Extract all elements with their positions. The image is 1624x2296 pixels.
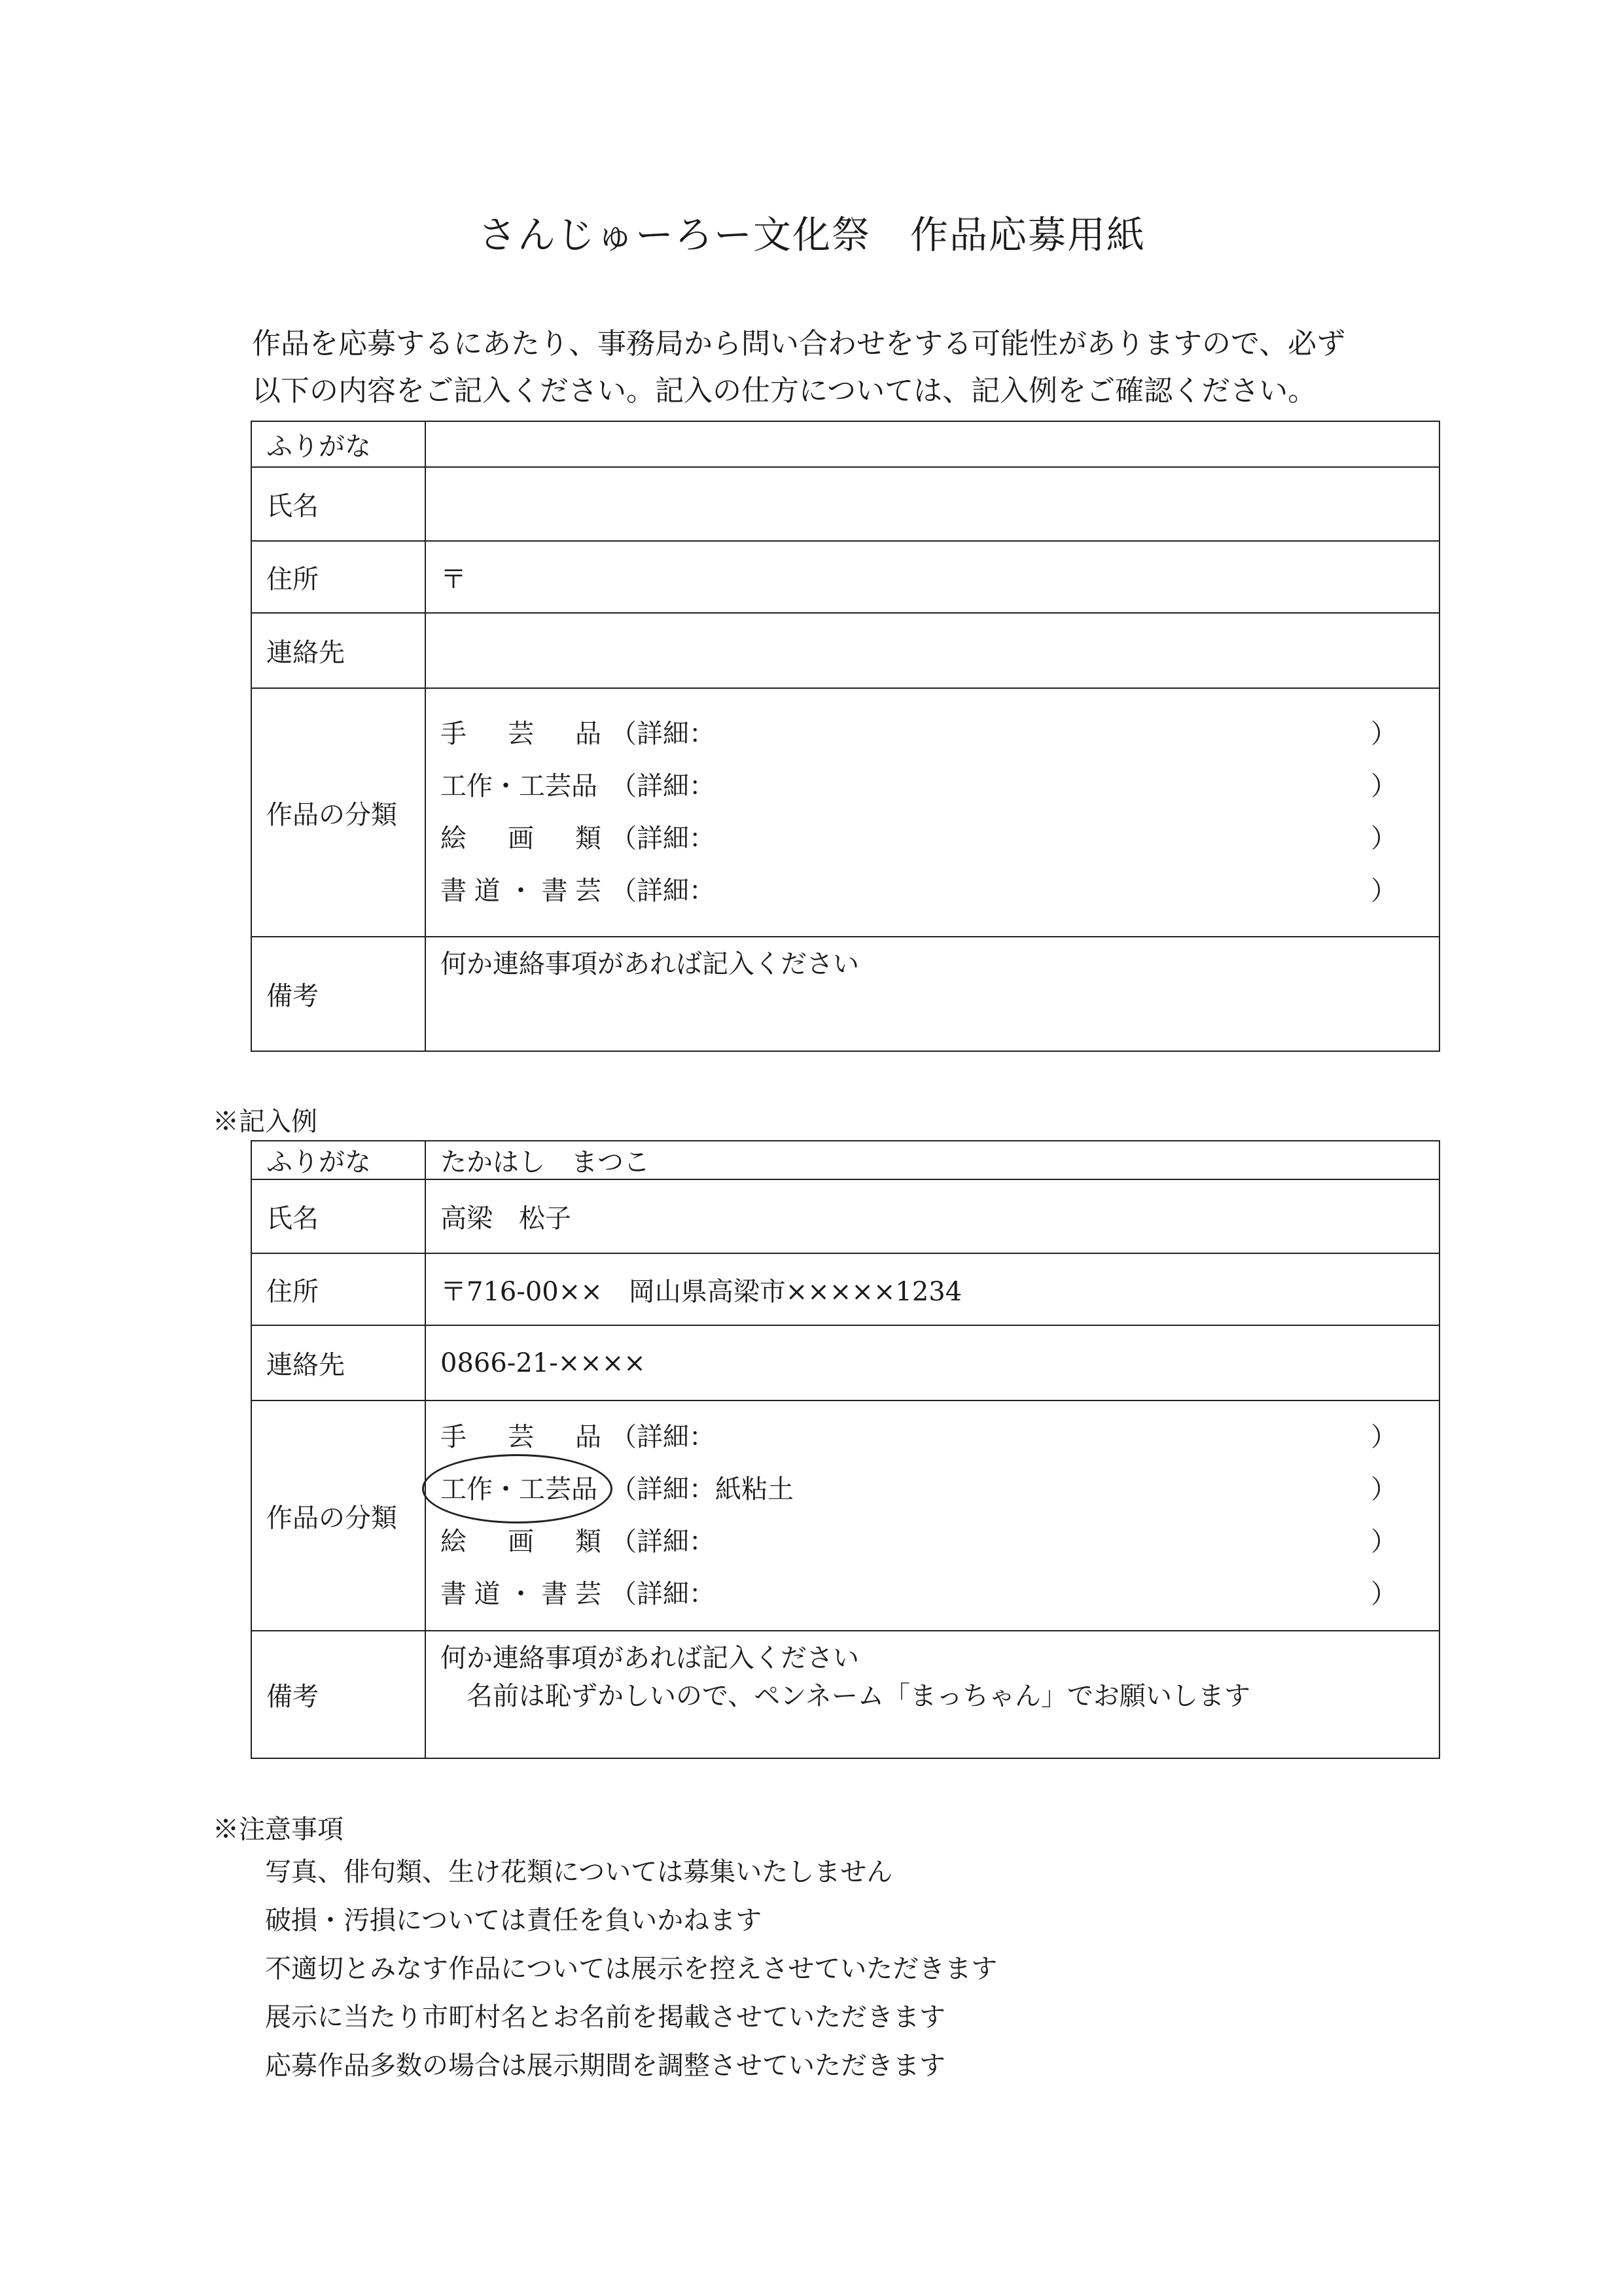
category-option-painting [440, 1516, 1439, 1568]
category-name: 書 道 ・ 書 芸 [440, 1579, 601, 1609]
name-row [251, 467, 1439, 541]
category-close: ） [1371, 1579, 1397, 1609]
category-name: 手 芸 品 [440, 1422, 601, 1452]
category-value [425, 1400, 1439, 1631]
example-entry-form [251, 1140, 1440, 1759]
category-label: 作品の分類 [251, 1400, 425, 1631]
furigana-label: ふりがな [251, 421, 425, 467]
furigana-field[interactable] [425, 421, 1439, 467]
category-close: ） [1371, 1474, 1397, 1505]
note-item: 展示に当たり市町村名とお名前を掲載させていただきます [265, 2002, 945, 2032]
remarks-label: 備考 [251, 1631, 425, 1758]
category-name: 絵 画 類 [440, 1527, 601, 1557]
category-close: ） [1371, 1527, 1397, 1557]
category-detail: （詳細： [610, 824, 715, 854]
category-detail: （詳細： [610, 1527, 715, 1557]
contact-value: 0866-21-×××× [425, 1325, 1439, 1400]
remarks-hint: 何か連絡事項があれば記入ください [440, 949, 859, 979]
category-close: ） [1371, 1422, 1397, 1452]
category-option-crafts-selected [440, 1463, 1439, 1516]
furigana-label: ふりがな [251, 1141, 425, 1179]
name-value: 高梁 松子 [425, 1179, 1439, 1253]
category-detail: （詳細： [610, 771, 715, 801]
remarks-text: 名前は恥ずかしいので、ペンネーム「まっちゃん」でお願いします [440, 1681, 1250, 1711]
category-name: 絵 画 類 [440, 824, 601, 854]
furigana-row [251, 1141, 1439, 1179]
category-option-painting[interactable] [440, 812, 1439, 865]
notes-list [265, 1848, 997, 2090]
category-label: 作品の分類 [251, 688, 425, 937]
category-option-calligraphy[interactable] [440, 865, 1439, 917]
intro-line: 作品を応募するにあたり、事務局から問い合わせをする可能性がありますので、必ず [252, 327, 1346, 360]
category-close: ） [1371, 719, 1397, 749]
remarks-label: 備考 [251, 937, 425, 1051]
example-heading: ※記入例 [213, 1107, 317, 1137]
category-close: ） [1371, 876, 1397, 906]
notes-heading: ※注意事項 [213, 1815, 344, 1845]
note-item: 写真、俳句類、生け花類については募集いたしません [265, 1857, 893, 1887]
category-option-crafts[interactable] [440, 760, 1439, 812]
category-row [251, 1400, 1439, 1631]
category-detail: （詳細： [610, 876, 715, 906]
page-title: さんじゅーろー文化祭 作品応募用紙 [478, 213, 1146, 257]
category-detail: （詳細： [610, 1422, 715, 1452]
furigana-value: たかはし まつこ [425, 1141, 1439, 1179]
name-label: 氏名 [251, 1179, 425, 1253]
contact-row [251, 1325, 1439, 1400]
contact-label: 連絡先 [251, 613, 425, 688]
note-item: 不適切とみなす作品については展示を控えさせていただきます [265, 1954, 998, 1984]
name-label: 氏名 [251, 467, 425, 541]
blank-entry-form [251, 421, 1440, 1052]
category-field [425, 688, 1439, 937]
remarks-row [251, 1631, 1439, 1758]
contact-row [251, 613, 1439, 688]
category-name: 書 道 ・ 書 芸 [440, 876, 601, 906]
remarks-value [425, 1631, 1439, 1758]
category-name: 工作・工芸品 [440, 1474, 597, 1505]
remarks-field[interactable] [425, 937, 1439, 1051]
category-detail: （詳細： [610, 719, 715, 749]
address-field[interactable]: 〒 [425, 541, 1439, 613]
category-detail: （詳細： [610, 1579, 715, 1609]
address-row [251, 541, 1439, 613]
category-close: ） [1371, 771, 1397, 801]
category-option-calligraphy [440, 1568, 1439, 1620]
category-name: 工作・工芸品 [440, 771, 597, 801]
address-value: 〒716-00×× 岡山県高梁市×××××1234 [425, 1253, 1439, 1325]
intro-line: 以下の内容をご記入ください。記入の仕方については、記入例をご確認ください。 [252, 374, 1317, 408]
note-item: 破損・汚損については責任を負いかねます [265, 1905, 762, 1936]
note-item: 応募作品多数の場合は展示期間を調整させていただきます [265, 2051, 945, 2081]
category-close: ） [1371, 824, 1397, 854]
category-name: 手 芸 品 [440, 719, 601, 749]
category-row [251, 688, 1439, 937]
contact-field[interactable] [425, 613, 1439, 688]
remarks-row [251, 937, 1439, 1051]
address-label: 住所 [251, 1253, 425, 1325]
contact-label: 連絡先 [251, 1325, 425, 1400]
address-label: 住所 [251, 541, 425, 613]
category-option-handicraft [440, 1411, 1439, 1463]
address-row [251, 1253, 1439, 1325]
name-field[interactable] [425, 467, 1439, 541]
furigana-row [251, 421, 1439, 467]
category-detail: （詳細：紙粘土 [610, 1474, 794, 1505]
remarks-hint: 何か連絡事項があれば記入ください [440, 1643, 859, 1673]
category-option-handicraft[interactable] [440, 708, 1439, 760]
name-row [251, 1179, 1439, 1253]
intro-text [252, 321, 1449, 415]
